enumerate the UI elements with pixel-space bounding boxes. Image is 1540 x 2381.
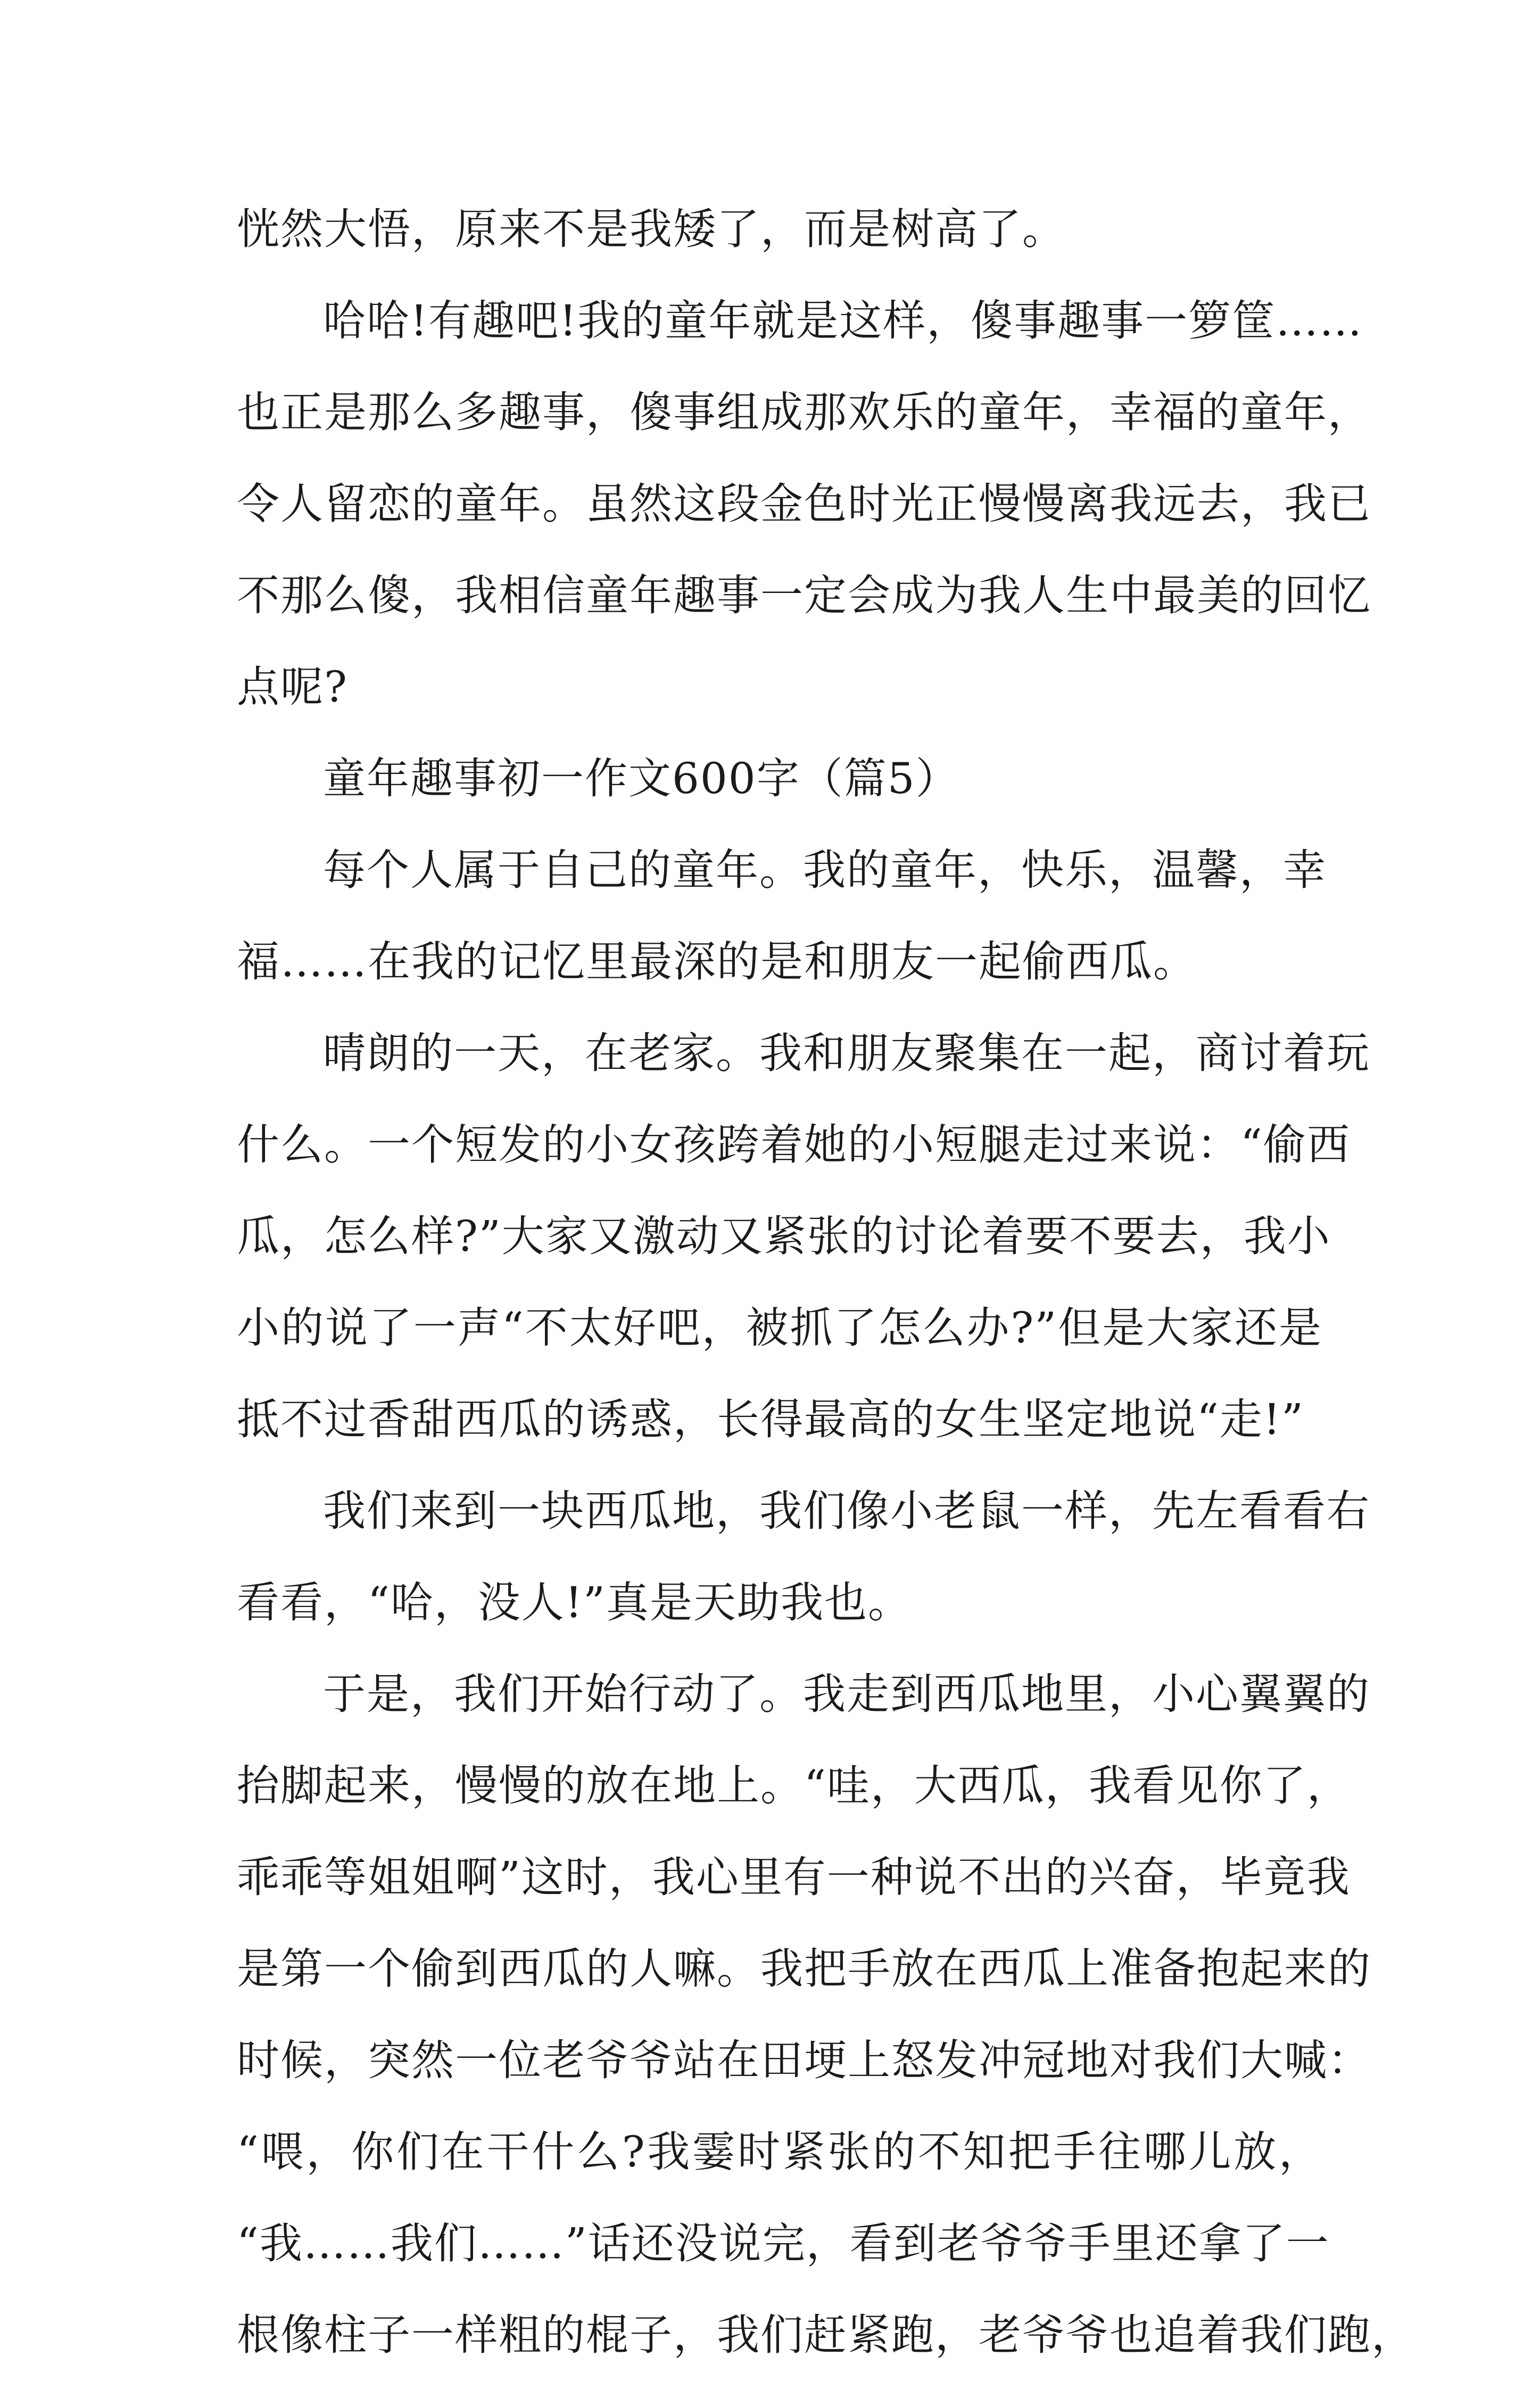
- text-line: 也正是那么多趣事，傻事组成那欢乐的童年，幸福的童年，: [237, 388, 1371, 437]
- text-line: 什么。一个短发的小女孩跨着她的小短腿走过来说：“偷西: [237, 1120, 1351, 1169]
- text-line: 恍然大悟，原来不是我矮了，而是树高了。: [237, 204, 1066, 254]
- paragraph-5: [237, 1008, 1370, 1465]
- section-heading-text: 童年趣事初一作文600字（篇5）: [323, 754, 959, 803]
- text-line: 瓜，怎么样?”大家又激动又紧张的讨论着要不要去，我小: [237, 1212, 1331, 1261]
- text-line: 哈哈!有趣吧!我的童年就是这样，傻事趣事一箩筐……: [323, 296, 1363, 345]
- section-heading: [237, 733, 1322, 825]
- text-line: 时候，突然一位老爷爷站在田埂上怒发冲冠地对我们大喊：: [237, 2036, 1371, 2085]
- text-line: 抵不过香甜西瓜的诱惑，长得最高的女生坚定地说“走!”: [237, 1395, 1304, 1444]
- text-line: “喂，你们在干什么?我霎时紧张的不知把手往哪儿放，: [237, 2127, 1322, 2177]
- paragraph-2: [237, 275, 1371, 733]
- text-line: “我……我们……”话还没说完，看到老爷爷手里还拿了一: [237, 2219, 1330, 2268]
- text-line: 乖乖等姐姐啊”这时，我心里有一种说不出的兴奋，毕竟我: [237, 1852, 1351, 1902]
- text-line: 根像柱子一样粗的棍子，我们赶紧跑，老爷爷也追着我们跑，: [237, 2310, 1415, 2360]
- paragraph-1: [237, 184, 1322, 275]
- text-line: 福……在我的记忆里最深的是和朋友一起偷西瓜。: [237, 937, 1197, 986]
- text-line: 不那么傻，我相信童年趣事一定会成为我人生中最美的回忆: [237, 571, 1371, 620]
- text-line: 于是，我们开始行动了。我走到西瓜地里，小心翼翼的: [323, 1669, 1370, 1719]
- document-body: [237, 184, 1415, 2381]
- paragraph-7: [237, 1649, 1415, 2381]
- paragraph-6: [237, 1465, 1370, 1649]
- text-line: 令人留恋的童年。虽然这段金色时光正慢慢离我远去，我已: [237, 479, 1371, 529]
- text-line: 晴朗的一天，在老家。我和朋友聚集在一起，商讨着玩: [323, 1028, 1370, 1078]
- text-line: 是第一个偷到西瓜的人嘛。我把手放在西瓜上准备抱起来的: [237, 1944, 1371, 1993]
- text-line: 小的说了一声“不太好吧，被抓了怎么办?”但是大家还是: [237, 1303, 1322, 1353]
- text-line: 点呢?: [237, 662, 348, 712]
- text-line: 每个人属于自己的童年。我的童年，快乐，温馨，幸: [323, 845, 1327, 895]
- text-line: 我们来到一块西瓜地，我们像小老鼠一样，先左看看右: [323, 1486, 1370, 1536]
- paragraph-4: [237, 825, 1327, 1008]
- text-line: 抬脚起来，慢慢的放在地上。“哇，大西瓜，我看见你了，: [237, 1761, 1351, 1810]
- text-line: 看看，“哈，没人!”真是天助我也。: [237, 1578, 912, 1627]
